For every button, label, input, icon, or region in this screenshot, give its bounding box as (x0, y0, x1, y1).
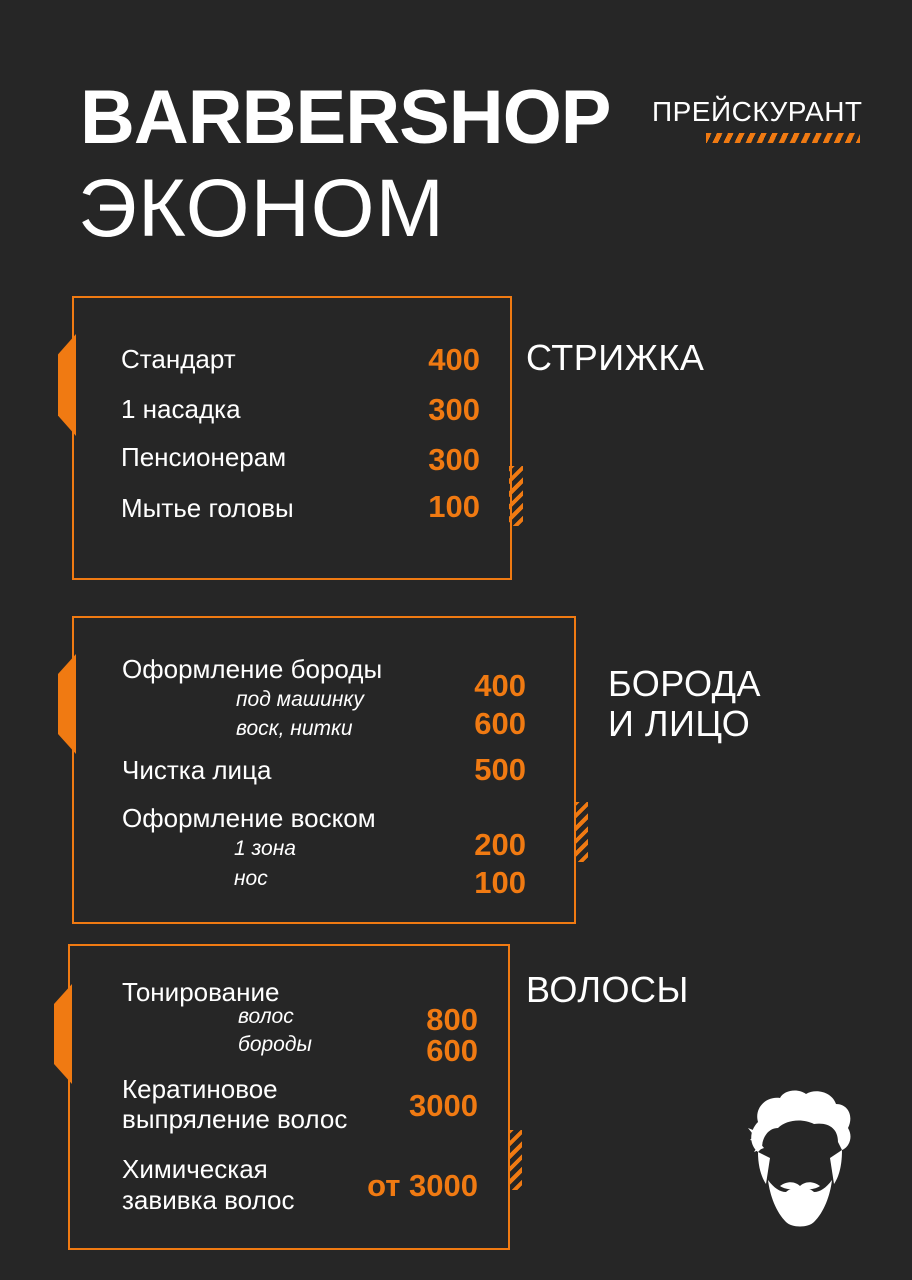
panel-accent-left (58, 334, 76, 436)
keratin-label-line2: выпряление волос (122, 1104, 348, 1134)
haircut-item-price: 100 (428, 489, 480, 524)
bearded-man-icon (744, 1088, 856, 1230)
nose-label: нос (234, 867, 268, 890)
one-zone-label: 1 зона (234, 837, 296, 860)
haircut-item-price: 400 (428, 342, 480, 377)
panel-accent-left (58, 654, 76, 754)
haircut-panel (72, 296, 512, 580)
beard-clipper-label: под машинку (236, 688, 364, 711)
section-title-haircut: СТРИЖКА (526, 337, 705, 378)
section-title-beard (608, 664, 761, 743)
beard-wax-label: воск, нитки (236, 717, 353, 740)
toning-label: Тонирование (122, 977, 280, 1007)
toning-beard-label: бороды (238, 1033, 312, 1056)
keratin-label-line1: Кератиновое (122, 1074, 278, 1104)
haircut-item-label: Мытье головы (121, 493, 294, 523)
panel-accent-right (508, 1130, 522, 1190)
keratin-price: 3000 (409, 1088, 478, 1123)
haircut-item-price: 300 (428, 392, 480, 427)
beard-wax-price: 600 (474, 706, 526, 741)
nose-price: 100 (474, 865, 526, 900)
perm-label-line2: завивка волос (122, 1185, 295, 1215)
panel-accent-right (509, 466, 523, 526)
perm-label-line1: Химическая (122, 1154, 268, 1184)
section-title-hair: ВОЛОСЫ (526, 969, 689, 1010)
haircut-item-label: 1 насадка (121, 394, 241, 424)
beard-styling-label: Оформление бороды (122, 654, 383, 684)
toning-hair-label: волос (238, 1005, 294, 1028)
haircut-item-label: Стандарт (121, 344, 236, 374)
panel-accent-left (54, 984, 72, 1084)
brand-title: BARBERSHOP (80, 75, 611, 160)
section-title-beard-line1: БОРОДА (608, 663, 762, 704)
one-zone-price: 200 (474, 827, 526, 862)
wax-styling-label: Оформление воском (122, 803, 376, 833)
face-cleaning-label: Чистка лица (122, 755, 272, 785)
stripes-decoration (706, 133, 860, 143)
beard-clipper-price: 400 (474, 668, 526, 703)
face-cleaning-price: 500 (474, 752, 526, 787)
haircut-item-label: Пенсионерам (121, 442, 287, 472)
pricelist-label: ПРЕЙСКУРАНТ (652, 96, 863, 127)
brand-subtitle: ЭКОНОМ (78, 163, 445, 254)
perm-price: от 3000 (367, 1168, 478, 1203)
toning-beard-price: 600 (426, 1033, 478, 1068)
section-title-beard-line2: И ЛИЦО (608, 702, 751, 744)
toning-hair-price: 800 (426, 1002, 478, 1037)
panel-accent-right (574, 802, 588, 862)
haircut-item-price: 300 (428, 442, 480, 477)
